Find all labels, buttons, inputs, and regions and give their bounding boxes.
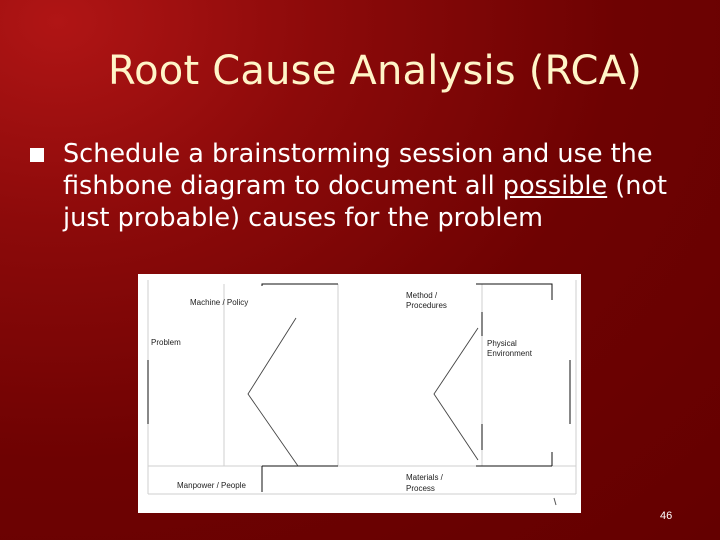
manpower-label: Manpower / People — [177, 481, 246, 490]
fishbone-diagram — [138, 274, 581, 513]
materials-label-line2: Process — [406, 484, 435, 493]
problem-label: Problem — [151, 338, 181, 347]
method-label-line1: Method / — [406, 291, 438, 300]
physical-label-line2: Environment — [487, 349, 532, 358]
physical-label-line1: Physical — [487, 339, 517, 348]
slide-title: Root Cause Analysis (RCA) — [107, 48, 643, 94]
method-label-line2: Procedures — [406, 301, 447, 310]
materials-label-line1: Materials / — [406, 473, 443, 482]
bullet-text — [63, 138, 703, 234]
bullet-text-underlined: possible — [502, 171, 608, 201]
bullet-text-part2: (not just probable) causes for the problem — [63, 171, 667, 233]
fishbone-lines — [138, 274, 581, 513]
machine-label: Machine / Policy — [190, 298, 249, 307]
square-bullet-icon — [30, 148, 44, 162]
bullet-text-part1: Schedule a brainstorming session and use the fishbone diagram to document all — [63, 139, 653, 201]
page-number: 46 — [660, 510, 673, 522]
small-mark — [554, 498, 556, 505]
